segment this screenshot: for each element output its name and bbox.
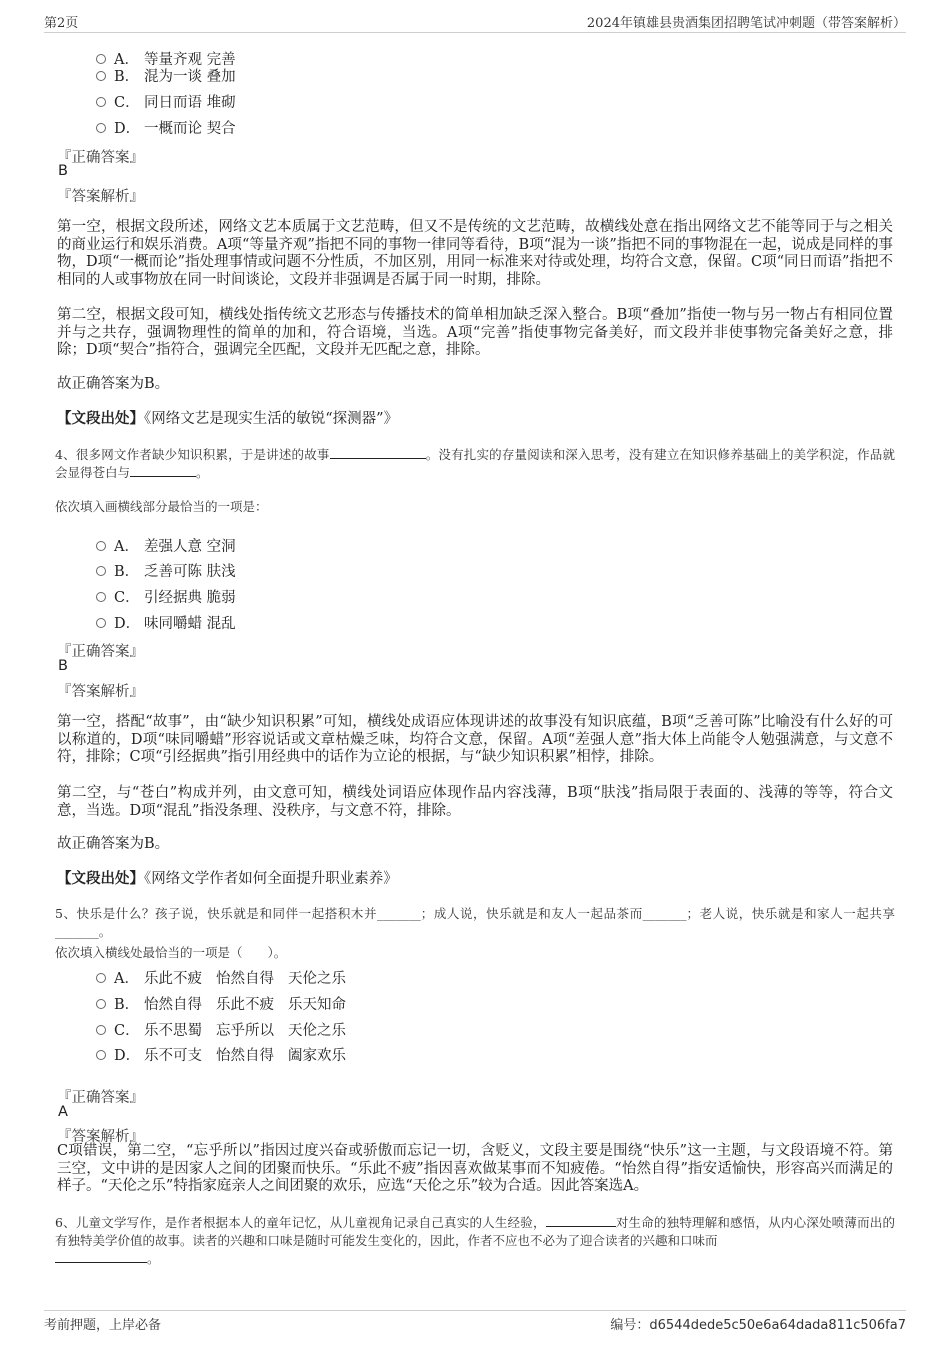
source-tag: 【文段出处】 (57, 870, 144, 887)
footer-code: 编号：d6544dede5c50e6a64dada811c506fa7 (610, 1318, 906, 1333)
q3-option-a[interactable]: A． 等量齐观 完善 (96, 48, 236, 70)
q3-option-c[interactable]: C． 同日而语 堆砌 (96, 91, 236, 113)
radio-icon[interactable] (96, 123, 106, 133)
q4-analysis-label: 『答案解析』 (57, 684, 144, 700)
q4-conclusion: 故正确答案为B。 (57, 836, 170, 852)
q4-stem: 4、很多网文作者缺少知识积累，于是讲述的故事 。没有扎实的存量阅读和深入思考，没有建立在知识修养基础上的美学积淀，作品就会显得苍白与 。 (55, 447, 895, 480)
q5-option-a[interactable]: A． 乐此不疲 怡然自得 天伦之乐 (96, 967, 346, 989)
q4-option-b[interactable]: B． 乏善可陈 肤浅 (96, 560, 236, 582)
q5-stem: 5、快乐是什么？孩子说，快乐就是和同伴一起搭积木并_______；成人说，快乐就是和友人一起品茶而_______；老人说，快乐就是和家人一起共享_______。 (55, 906, 895, 939)
footer-slogan: 考前押题，上岸必备 (44, 1318, 162, 1333)
q5-analysis-label: 『答案解析』 (57, 1129, 144, 1145)
q3-source: 【文段出处】《网络文艺是现实生活的敏锐“探测器”》 (57, 410, 399, 427)
q5-correct-label: 『正确答案』 (57, 1090, 144, 1106)
blank (55, 1250, 147, 1263)
q3-analysis-label: 『答案解析』 (57, 189, 144, 205)
radio-icon[interactable] (96, 97, 106, 107)
blank (546, 1214, 616, 1227)
blank (130, 464, 196, 477)
q4-option-d[interactable]: D． 味同嚼蜡 混乱 (96, 612, 236, 634)
radio-icon[interactable] (96, 592, 106, 602)
q3-analysis-p2: 第二空，根据文段可知，横线处指传统文艺形态与传播技术的简单相加缺乏深入整合。B项“叠加”指使一物与另一物占有相同位置并与之共存，强调物理性的简单的加和，符合语境，当选。A项“完善”指使事物完备美好，而文段并非使事物完备美好之意，排除；D项“契合”指符合，强调完全匹配，文段并无匹配之意，排除。 (57, 307, 893, 358)
footer-divider (44, 1310, 906, 1311)
q4-analysis-p1: 第一空，搭配“故事”，由“缺少知识积累”可知，横线处成语应体现讲述的故事没有知识底蕴，B项“乏善可陈”比喻没有什么好的可以称道的，D项“味同嚼蜡”形容说话或文章枯燥乏味，均符合文意，保留。A项“差强人意”指大体上尚能令人勉强满意，与文意不符，排除；C项“引经据典”指引用经典中的话作为立论的根据，与“缺少知识积累”相悖，排除。 (57, 714, 893, 765)
radio-icon[interactable] (96, 541, 106, 551)
q6-stem: 6、儿童文学写作，是作者根据本人的童年记忆，从儿童视角记录自己真实的人生经验， 对生命的独特理解和感悟，从内心深处喷薄而出的有独特美学价值的故事。读者的兴趣和口味是随时可能发生变化的，因此，作者不应也不必为了迎合读者的兴趣和口味而 。 (55, 1215, 895, 1266)
q3-correct-label: 『正确答案』 (57, 150, 144, 166)
source-tag: 【文段出处】 (57, 410, 144, 427)
q5-analysis: C项错误，第二空，“忘乎所以”指因过度兴奋或骄傲而忘记一切，含贬义，文段主要是围绕“快乐”这一主题，与文段语境不符。第三空，文中讲的是因家人之间的团聚而快乐。“乐此不疲”指因喜欢做某事而不知疲倦。“怡然自得”指安适愉快，形容高兴而满足的样子。“天伦之乐”特指家庭亲人之间团聚的欢乐，应选“天伦之乐”较为合适。因此答案选A。 (57, 1143, 893, 1194)
radio-icon[interactable] (96, 71, 106, 81)
q3-answer: B (58, 163, 68, 179)
q3-analysis-p1: 第一空，根据文段所述，网络文艺本质属于文艺范畴，但又不是传统的文艺范畴，故横线处意在指出网络文艺不能等同于与之相关的商业运行和娱乐消费。A项“等量齐观”指把不同的事物一律同等看待，B项“混为一谈”指把不同的事物混在一起，说成是同样的事物，D项“一概而论”指处理事情或问题不分性质，不加区别，用同一标准来对待或处理，均符合文意，保留。C项“同日而语”指把不相同的人或事物放在同一时间谈论，文段并非强调是否属于同一时期，排除。 (57, 219, 893, 288)
radio-icon[interactable] (96, 999, 106, 1009)
q4-prompt: 依次填入画横线部分最恰当的一项是： (55, 499, 268, 514)
q4-option-c[interactable]: C． 引经据典 脆弱 (96, 586, 236, 608)
q3-option-b[interactable]: B． 混为一谈 叠加 (96, 65, 236, 87)
radio-icon[interactable] (96, 973, 106, 983)
q3-conclusion: 故正确答案为B。 (57, 376, 170, 392)
document-title: 2024年镇雄县贵酒集团招聘笔试冲刺题（带答案解析） (586, 16, 906, 31)
q5-option-c[interactable]: C． 乐不思蜀 忘乎所以 天伦之乐 (96, 1019, 346, 1041)
q4-correct-label: 『正确答案』 (57, 644, 144, 660)
page-number: 第2页 (44, 16, 79, 31)
q5-answer: A (58, 1104, 68, 1120)
q4-answer: B (58, 658, 68, 674)
radio-icon[interactable] (96, 54, 106, 64)
q5-option-b[interactable]: B． 怡然自得 乐此不疲 乐天知命 (96, 993, 346, 1015)
q4-source: 【文段出处】《网络文学作者如何全面提升职业素养》 (57, 870, 398, 887)
radio-icon[interactable] (96, 1025, 106, 1035)
q3-option-d[interactable]: D． 一概而论 契合 (96, 117, 236, 139)
radio-icon[interactable] (96, 566, 106, 576)
header-divider (44, 32, 906, 33)
radio-icon[interactable] (96, 618, 106, 628)
q4-analysis-p2: 第二空，与“苍白”构成并列，由文意可知，横线处词语应体现作品内容浅薄，B项“肤浅”指局限于表面的、浅薄的等等，符合文意，当选。D项“混乱”指没条理、没秩序，与文意不符，排除。 (57, 785, 893, 819)
radio-icon[interactable] (96, 1050, 106, 1060)
q4-option-a[interactable]: A． 差强人意 空洞 (96, 535, 236, 557)
q5-option-d[interactable]: D． 乐不可支 怡然自得 阖家欢乐 (96, 1044, 346, 1066)
blank (330, 446, 426, 459)
q5-prompt: 依次填入横线处最恰当的一项是（ ）。 (55, 945, 287, 960)
